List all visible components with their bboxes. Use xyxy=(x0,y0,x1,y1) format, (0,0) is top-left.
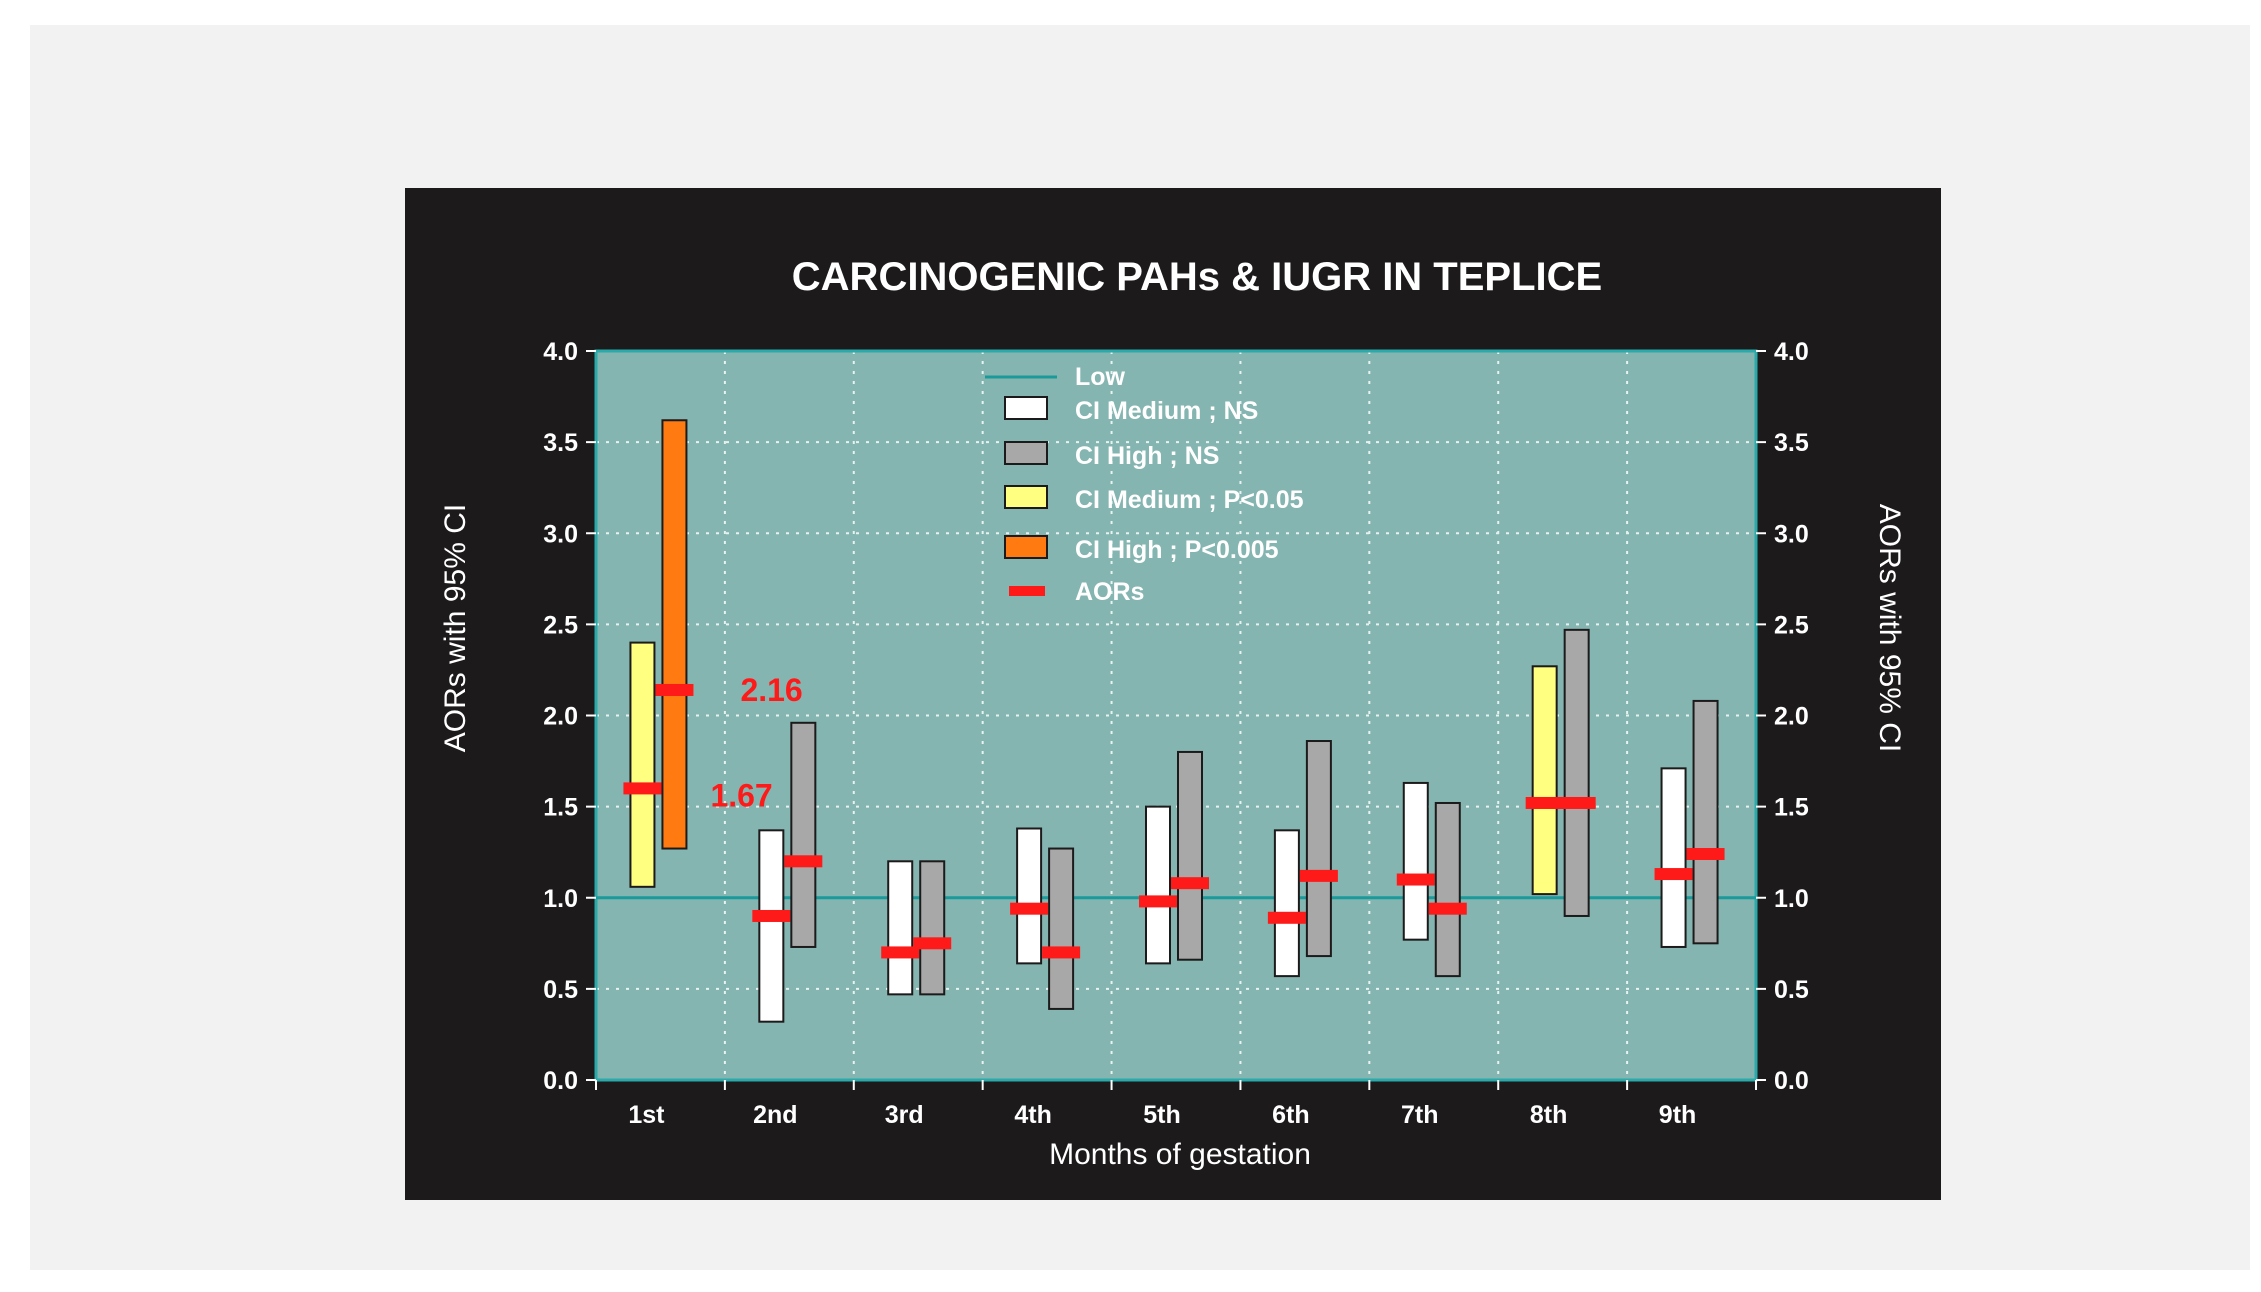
legend-label: CI Medium ; P<0.05 xyxy=(1075,486,1304,514)
y-tick-label-right: 1.0 xyxy=(1774,884,1809,913)
y-tick-label-right: 1.5 xyxy=(1774,793,1809,822)
y-tick-label-left: 1.0 xyxy=(543,884,578,913)
ci-bar-ci-medium xyxy=(1404,783,1428,940)
plot-area xyxy=(543,338,1809,1129)
ci-bar-ci-medium xyxy=(1662,768,1686,947)
y-tick-label-left: 0.0 xyxy=(543,1067,578,1095)
ci-bar-ci-high xyxy=(1565,630,1589,916)
x-tick-label: 1st xyxy=(628,1101,665,1129)
ci-bar-ci-medium xyxy=(1146,807,1170,964)
legend-swatch-box xyxy=(1005,536,1047,558)
x-tick-label: 6th xyxy=(1272,1101,1310,1129)
legend-swatch-dash xyxy=(1009,586,1045,596)
ci-bar-ci-medium xyxy=(1533,666,1557,894)
x-tick-label: 7th xyxy=(1401,1101,1439,1129)
x-tick-label: 4th xyxy=(1014,1101,1052,1129)
aor-marker-ci-high xyxy=(1687,848,1725,860)
ci-bar-ci-high xyxy=(920,861,944,994)
ci-bar-ci-high xyxy=(1307,741,1331,956)
y-tick-label-right: 4.0 xyxy=(1774,338,1809,366)
x-tick-label: 3rd xyxy=(884,1101,924,1129)
legend-label: AORs xyxy=(1075,578,1145,606)
y-tick-label-right: 2.5 xyxy=(1774,611,1809,640)
ci-bar-ci-medium xyxy=(630,643,654,887)
x-tick-label: 9th xyxy=(1658,1101,1697,1129)
page-background xyxy=(30,25,2250,1270)
y-tick-label-left: 2.0 xyxy=(543,702,578,731)
y-tick-label-right: 0.0 xyxy=(1774,1067,1809,1095)
ci-bar-ci-high xyxy=(791,723,815,947)
x-tick-label: 5th xyxy=(1143,1101,1181,1129)
y-tick-label-right: 3.0 xyxy=(1774,520,1809,549)
aor-marker-ci-high xyxy=(784,855,822,867)
aor-marker-ci-high xyxy=(1300,870,1338,882)
aor-annotation: 2.16 xyxy=(740,671,803,708)
ci-bar-ci-medium xyxy=(1275,830,1299,976)
y-tick-label-left: 1.5 xyxy=(543,793,578,822)
aor-annotation: 1.67 xyxy=(710,777,773,814)
aor-marker-ci-high xyxy=(1558,797,1596,809)
ci-bar-ci-high xyxy=(662,420,686,848)
y-axis-label-right: AORs with 95% CI xyxy=(1873,503,1906,753)
chart-panel xyxy=(405,188,1941,1200)
aor-marker-ci-medium xyxy=(1010,903,1048,915)
aor-marker-ci-medium xyxy=(623,782,661,794)
ci-bar-ci-medium xyxy=(888,861,912,994)
y-tick-label-right: 2.0 xyxy=(1774,702,1809,731)
y-tick-label-left: 0.5 xyxy=(543,975,578,1004)
legend-swatch-box xyxy=(1005,442,1047,464)
aor-marker-ci-medium xyxy=(1268,912,1306,924)
legend-label: CI High ; NS xyxy=(1075,442,1220,470)
legend-swatch-box xyxy=(1005,486,1047,508)
aor-marker-ci-high xyxy=(913,937,951,949)
ci-bar-ci-medium xyxy=(759,830,783,1021)
y-tick-label-left: 3.0 xyxy=(543,520,578,549)
ci-bar-ci-high xyxy=(1178,752,1202,960)
chart-title: CARCINOGENIC PAHs & IUGR IN TEPLICE xyxy=(791,255,1603,299)
y-tick-label-left: 4.0 xyxy=(543,338,578,366)
ci-bar-ci-high xyxy=(1049,849,1073,1009)
legend-swatch-box xyxy=(1005,397,1047,419)
aor-marker-ci-high xyxy=(1042,946,1080,958)
aor-marker-ci-high xyxy=(1171,877,1209,889)
aor-marker-ci-medium xyxy=(1397,874,1435,886)
x-axis-label: Months of gestation xyxy=(1049,1138,1311,1171)
x-tick-label: 8th xyxy=(1529,1101,1568,1129)
y-tick-label-right: 0.5 xyxy=(1774,975,1809,1004)
legend-label: CI High ; P<0.005 xyxy=(1075,536,1279,564)
y-axis-label-left: AORs with 95% CI xyxy=(439,503,472,753)
chart-svg xyxy=(405,188,1941,1200)
y-tick-label-right: 3.5 xyxy=(1774,429,1809,458)
ci-bar-ci-high xyxy=(1436,803,1460,976)
aor-marker-ci-medium xyxy=(1655,868,1693,880)
aor-marker-ci-high xyxy=(1429,903,1467,915)
x-tick-label: 2nd xyxy=(753,1101,798,1129)
legend-label: Low xyxy=(1075,363,1125,391)
aor-marker-ci-medium xyxy=(752,910,790,922)
y-tick-label-left: 2.5 xyxy=(543,611,578,640)
ci-bar-ci-medium xyxy=(1017,828,1041,963)
legend-label: CI Medium ; NS xyxy=(1075,397,1259,425)
aor-marker-ci-medium xyxy=(1139,895,1177,907)
y-tick-label-left: 3.5 xyxy=(543,429,578,458)
ci-bar-ci-high xyxy=(1694,701,1718,943)
aor-marker-ci-high xyxy=(655,684,693,696)
